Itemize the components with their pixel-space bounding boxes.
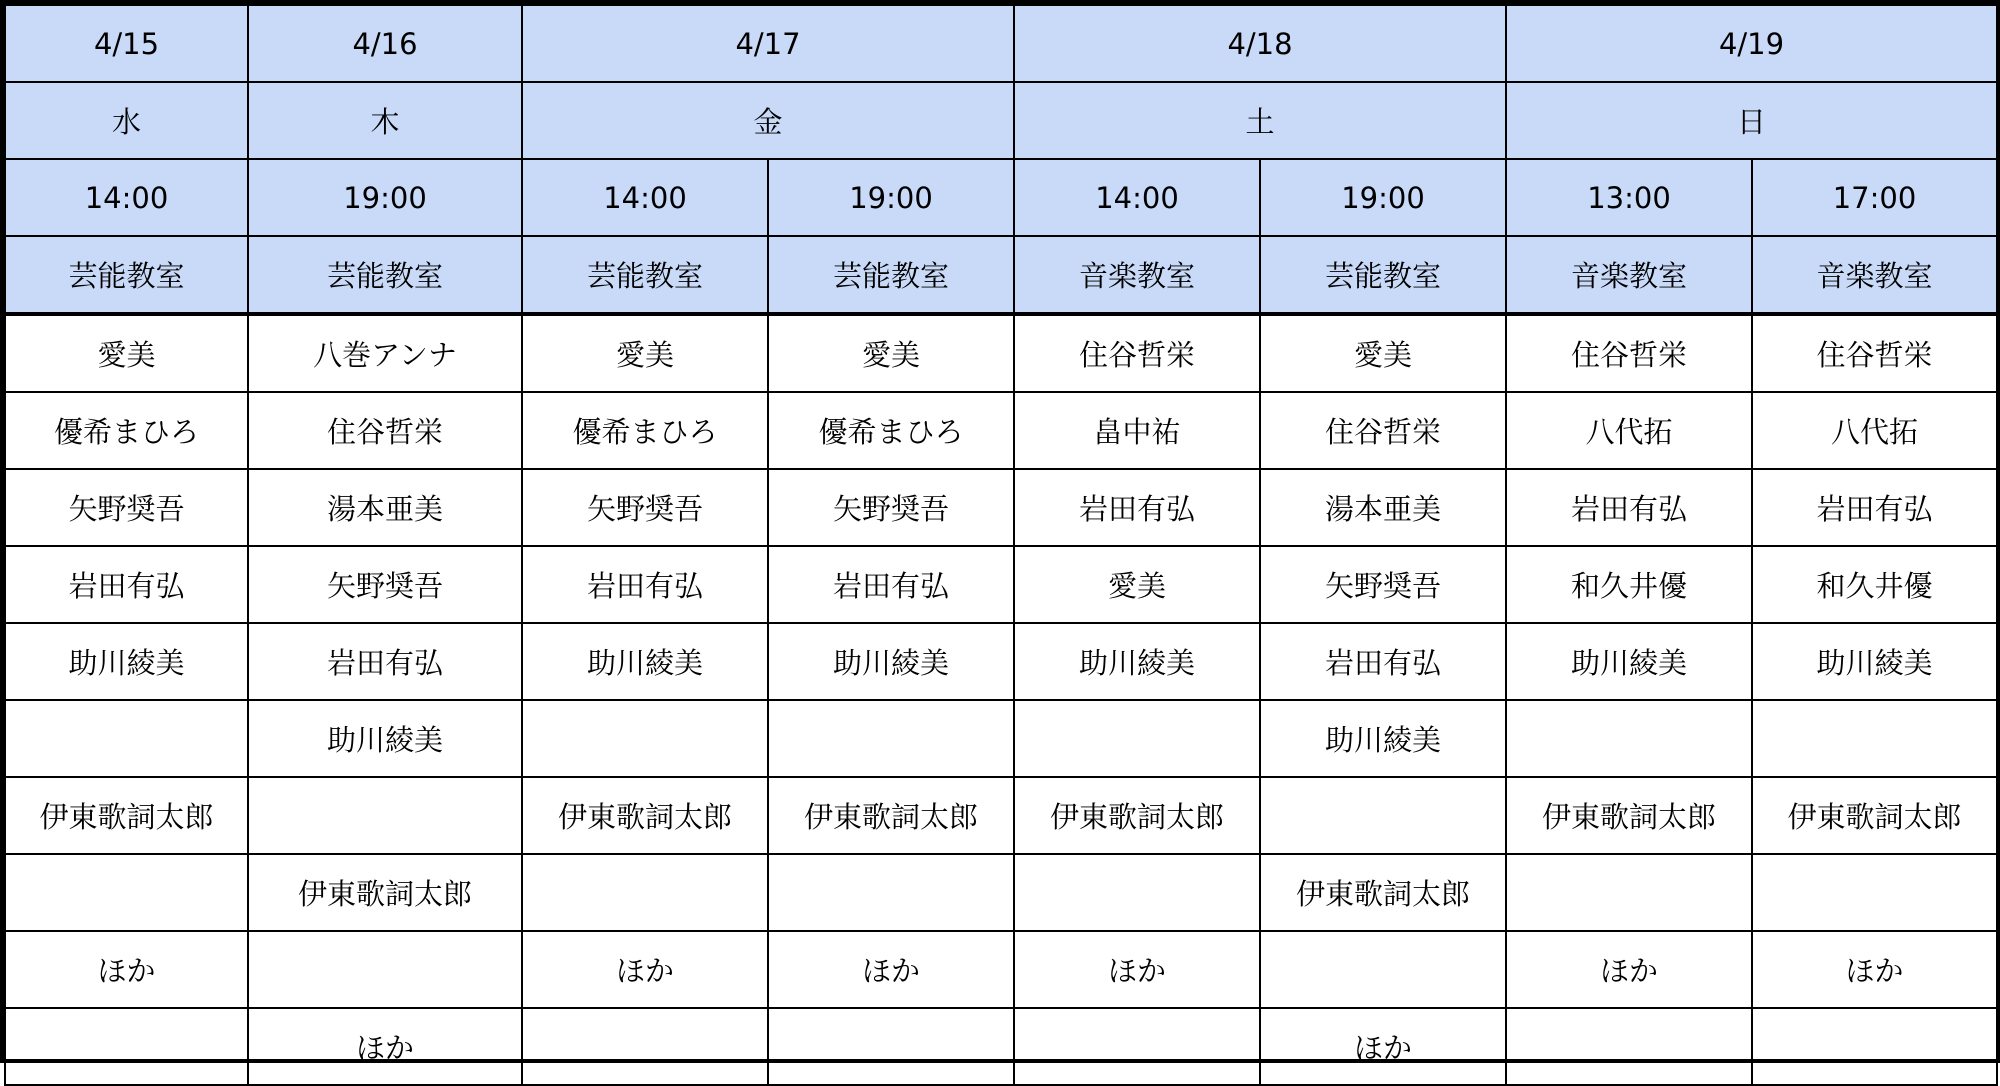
cast-cell: 岩田有弘 [1506,469,1752,546]
cast-cell [1014,854,1260,931]
cast-cell [1752,854,1997,931]
cast-cell [1752,1008,1997,1085]
cast-cell [1752,700,1997,777]
time-cell: 19:00 [248,159,522,236]
weekday-cell: 水 [5,82,248,159]
date-cell: 4/18 [1014,5,1506,82]
cast-cell: 助川綾美 [248,700,522,777]
room-cell: 芸能教室 [248,236,522,314]
cast-cell: 伊東歌詞太郎 [1014,777,1260,854]
cast-cell: 伊東歌詞太郎 [248,854,522,931]
room-row [5,236,1997,314]
time-cell: 13:00 [1506,159,1752,236]
date-row [5,5,1997,82]
cast-cell [522,854,768,931]
cast-cell: 愛美 [1260,314,1506,392]
cast-cell: 矢野奨吾 [248,546,522,623]
weekday-row [5,82,1997,159]
cast-cell: 住谷哲栄 [1752,314,1997,392]
cast-cell: 優希まひろ [768,392,1014,469]
room-cell: 芸能教室 [768,236,1014,314]
cast-cell: 伊東歌詞太郎 [768,777,1014,854]
cast-cell [1014,700,1260,777]
room-cell: 芸能教室 [5,236,248,314]
cast-cell: ほか [1752,931,1997,1008]
cast-cell: 八代拓 [1752,392,1997,469]
cast-cell: ほか [1506,931,1752,1008]
table-row [5,777,1997,854]
cast-cell: 岩田有弘 [1752,469,1997,546]
cast-cell: 優希まひろ [5,392,248,469]
weekday-cell: 土 [1014,82,1506,159]
time-cell: 14:00 [522,159,768,236]
cast-cell: 伊東歌詞太郎 [5,777,248,854]
cast-cell: 伊東歌詞太郎 [1506,777,1752,854]
cast-cell: 岩田有弘 [5,546,248,623]
cast-cell: 矢野奨吾 [1260,546,1506,623]
cast-cell: 助川綾美 [1014,623,1260,700]
table-row [5,623,1997,700]
time-cell: 19:00 [1260,159,1506,236]
weekday-cell: 日 [1506,82,1997,159]
room-cell: 芸能教室 [1260,236,1506,314]
cast-cell: 助川綾美 [768,623,1014,700]
cast-cell [522,700,768,777]
cast-cell [248,777,522,854]
room-cell: 音楽教室 [1506,236,1752,314]
cast-cell: 助川綾美 [5,623,248,700]
time-cell: 14:00 [5,159,248,236]
date-cell: 4/15 [5,5,248,82]
cast-cell: 岩田有弘 [522,546,768,623]
cast-cell [1506,1008,1752,1085]
date-cell: 4/16 [248,5,522,82]
cast-cell: 愛美 [522,314,768,392]
cast-cell: 助川綾美 [522,623,768,700]
cast-cell: 岩田有弘 [1260,623,1506,700]
cast-cell: 助川綾美 [1506,623,1752,700]
table-row [5,469,1997,546]
cast-cell: 住谷哲栄 [1506,314,1752,392]
time-cell: 14:00 [1014,159,1260,236]
cast-cell: 畠中祐 [1014,392,1260,469]
cast-cell [522,1008,768,1085]
cast-cell [1506,854,1752,931]
time-row [5,159,1997,236]
cast-cell: 優希まひろ [522,392,768,469]
cast-cell: 岩田有弘 [248,623,522,700]
cast-cell: 助川綾美 [1752,623,1997,700]
cast-cell [1260,777,1506,854]
date-cell: 4/19 [1506,5,1997,82]
cast-cell [5,854,248,931]
room-cell: 音楽教室 [1014,236,1260,314]
cast-cell: 湯本亜美 [1260,469,1506,546]
cast-cell: 伊東歌詞太郎 [1752,777,1997,854]
table-row [5,700,1997,777]
cast-cell: 岩田有弘 [1014,469,1260,546]
cast-cell: 住谷哲栄 [1260,392,1506,469]
cast-cell [1014,1008,1260,1085]
cast-cell: ほか [522,931,768,1008]
cast-cell: 矢野奨吾 [522,469,768,546]
cast-cell [5,700,248,777]
cast-cell: 八代拓 [1506,392,1752,469]
table-row [5,392,1997,469]
cast-cell: 湯本亜美 [248,469,522,546]
cast-cell: 岩田有弘 [768,546,1014,623]
cast-cell: 矢野奨吾 [5,469,248,546]
cast-cell: 住谷哲栄 [1014,314,1260,392]
table-row [5,931,1997,1008]
cast-cell: ほか [1260,1008,1506,1085]
weekday-cell: 木 [248,82,522,159]
table-row [5,1008,1997,1085]
room-cell: 芸能教室 [522,236,768,314]
cast-cell [1260,931,1506,1008]
table-row [5,546,1997,623]
date-cell: 4/17 [522,5,1014,82]
cast-cell: 和久井優 [1752,546,1997,623]
cast-cell: 伊東歌詞太郎 [522,777,768,854]
cast-cell: 愛美 [768,314,1014,392]
table-row [5,854,1997,931]
schedule-table [4,4,1998,1086]
table-row [5,314,1997,392]
cast-cell [768,1008,1014,1085]
cast-cell: ほか [5,931,248,1008]
cast-cell: 愛美 [1014,546,1260,623]
cast-cell [5,1008,248,1085]
cast-cell: 伊東歌詞太郎 [1260,854,1506,931]
time-cell: 17:00 [1752,159,1997,236]
time-cell: 19:00 [768,159,1014,236]
cast-cell: 愛美 [5,314,248,392]
cast-cell: 和久井優 [1506,546,1752,623]
cast-cell: 矢野奨吾 [768,469,1014,546]
cast-cell [248,931,522,1008]
weekday-cell: 金 [522,82,1014,159]
cast-cell: 助川綾美 [1260,700,1506,777]
cast-cell: 住谷哲栄 [248,392,522,469]
cast-cell: ほか [248,1008,522,1085]
cast-cell: ほか [1014,931,1260,1008]
cast-cell [1506,700,1752,777]
room-cell: 音楽教室 [1752,236,1997,314]
cast-cell [768,700,1014,777]
cast-cell: ほか [768,931,1014,1008]
cast-cell [768,854,1014,931]
cast-cell: 八巻アンナ [248,314,522,392]
